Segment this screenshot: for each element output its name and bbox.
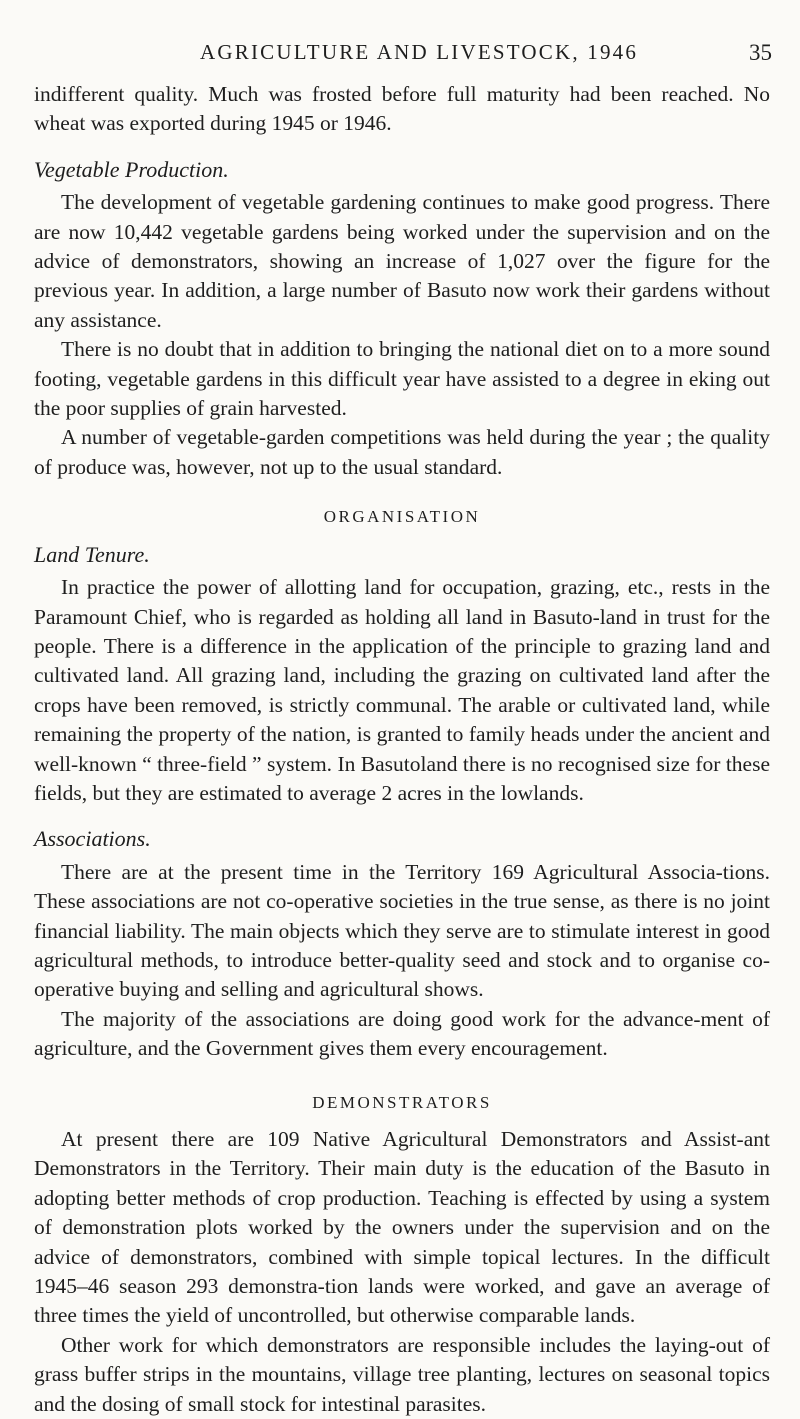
- paragraph: The majority of the associations are doing good work for the advance-ment of agriculture, and the Government gives them every encouragement.: [34, 1006, 770, 1061]
- paragraph: At present there are 109 Native Agricultural Demonstrators and Assist-ant Demonstrators in the Territory. Their main duty is the education of the Basuto in adopting better methods of crop production. Teaching is effected by using a system of demonstration plots worked by the owners under the supervision and on the advice of demonstrators, combined with simple topical lectures. In the difficult 1945–46 season 293 demonstra-tion lands were worked, and gave an average of three times the yield of uncontrolled, but otherwise comparable lands.: [34, 1127, 770, 1328]
- page-body: [34, 80, 770, 1419]
- running-head-title: AGRICULTURE AND LIVESTOCK, 1946: [200, 40, 639, 64]
- section-heading-land-tenure: Land Tenure.: [34, 541, 150, 567]
- paragraph: In practice the power of allotting land for occupation, grazing, etc., rests in the Paramount Chief, who is regarded as holding all land in Basuto-land in trust for the people. There is a difference in the application of the principle to grazing land and cultivated land. All grazing land, including the grazing on cultivated land after the crops have been removed, is strictly communal. The arable or cultivated land, while remaining the property of the nation, is granted to family heads under the ancient and well-known “ three-field ” system. In Basutoland there is no recognised size for these fields, but they are estimated to average 2 acres in the lowlands.: [34, 575, 770, 805]
- paragraph: There are at the present time in the Territory 169 Agricultural Associa-tions. These associations are not co-operative societies in the true sense, as there is no joint financial liability. The main objects which they serve are to stimulate interest in good agricultural methods, to introduce better-quality seed and stock and to organise co-operative buying and selling and agricultural shows.: [34, 859, 770, 1002]
- running-head: [0, 40, 800, 70]
- paragraph: There is no doubt that in addition to bringing the national diet on to a more sound footing, vegetable gardens in this difficult year have assisted to a degree in eking out the poor supplies of grain harvested.: [34, 337, 770, 421]
- section-heading-demonstrators: DEMONSTRATORS: [312, 1092, 492, 1112]
- section-heading-associations: Associations.: [34, 826, 151, 852]
- paragraph: A number of vegetable-garden competitions was held during the year ; the quality of produce was, however, not up to the usual standard.: [34, 425, 770, 479]
- page-number: 35: [749, 40, 772, 65]
- paragraph: Other work for which demonstrators are responsible includes the laying-out of grass buffer strips in the mountains, village tree planting, lectures on seasonal topics and the dosing of small stock for intestinal parasites.: [34, 1332, 770, 1416]
- paragraph: The development of vegetable gardening continues to make good progress. There are now 10,442 vegetable gardens being worked under the supervision and on the advice of demonstrators, showing an increase of 1,027 over the figure for the previous year. In addition, a large number of Basuto now work their gardens without any assistance.: [34, 190, 770, 332]
- paragraph: indifferent quality. Much was frosted before full maturity had been reached. No wheat was exported during 1945 or 1946.: [34, 82, 770, 136]
- section-heading-organisation: ORGANISATION: [323, 507, 481, 527]
- section-heading-vegetable-production: Vegetable Production.: [34, 156, 229, 182]
